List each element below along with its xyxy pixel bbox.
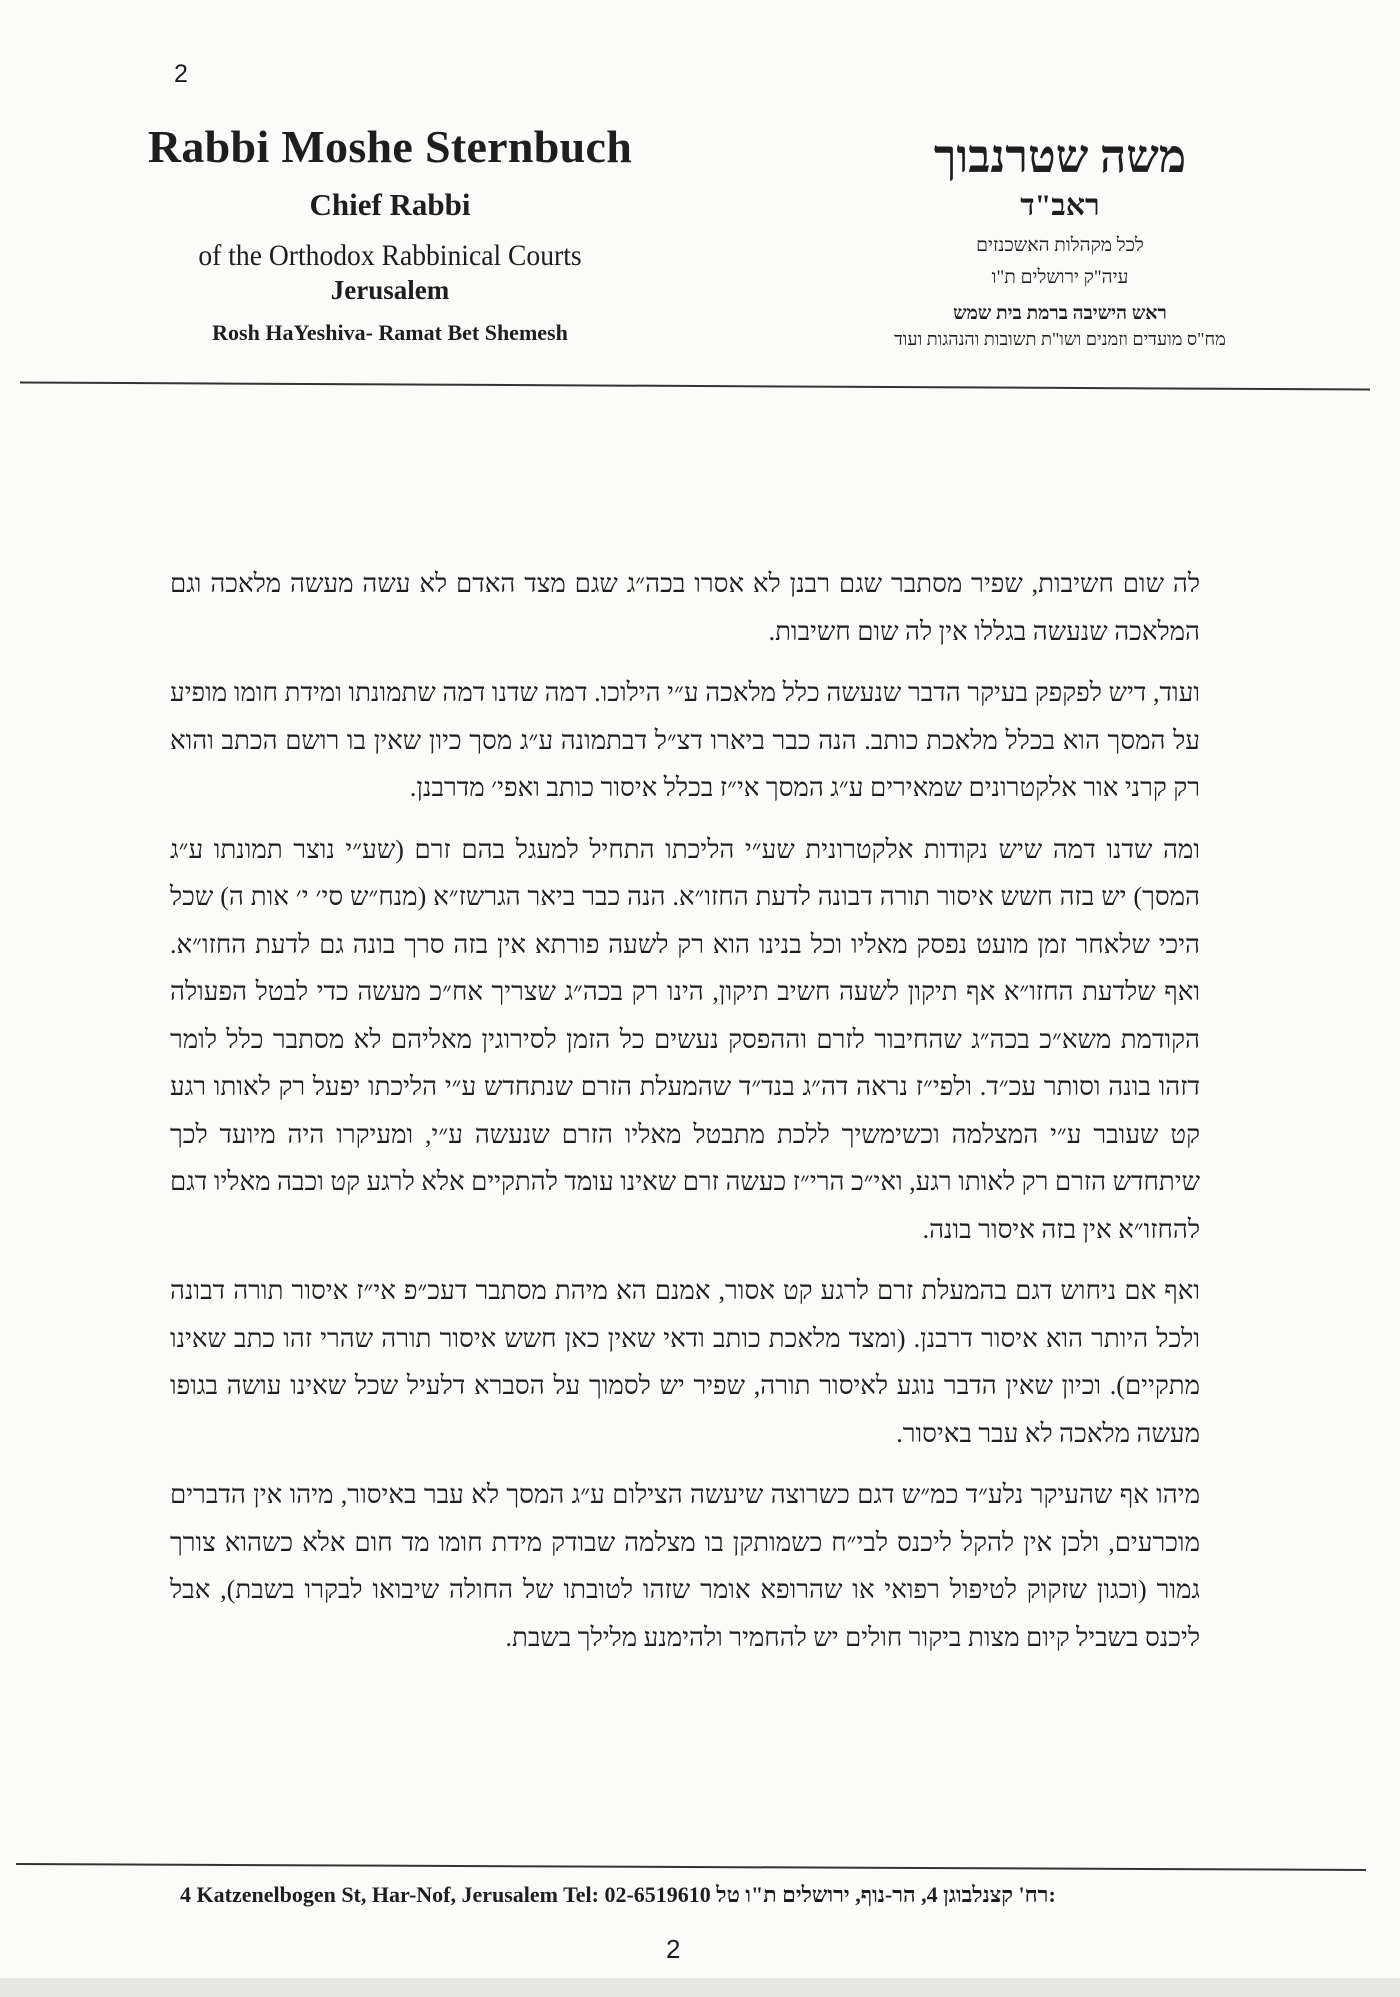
- body-paragraph-1: לה שום חשיבות, שפיר מסתבר שגם רבנן לא אסרו בכה״ג שגם מצד האדם לא עשה מעשה מלאכה וגם המלאכה שנעשה בגללו אין לה שום חשיבות.: [170, 569, 1200, 646]
- scan-edge: [0, 1978, 1400, 1997]
- city-english: Jerusalem: [330, 275, 450, 305]
- rabbi-name-hebrew: משה שטרנבוך: [933, 131, 1187, 182]
- letter-body: [170, 560, 1200, 1675]
- letterhead-english: [110, 120, 670, 346]
- letterhead-hebrew: [820, 130, 1300, 350]
- courts-line-english: of the Orthodox Rabbinical Courts: [198, 239, 582, 272]
- yeshiva-line-english: Rosh HaYeshiva- Ramat Bet Shemesh: [212, 320, 568, 345]
- city-line-hebrew: עיה"ק ירושלים ת"ו: [991, 267, 1129, 288]
- rabbi-name-english: Rabbi Moshe Sternbuch: [147, 121, 633, 172]
- yeshiva-line-hebrew: ראש הישיבה ברמת בית שמש: [953, 303, 1167, 324]
- body-paragraph-2: ועוד, דיש לפקפק בעיקר הדבר שנעשה כלל מלאכה ע״י הילוכו. דמה שדנו דמה שתמונתו ומידת חומו מופיע על המסך הוא בכלל מלאכת כותב. הנה כבר ביארו דצ״ל דבתמונה ע״ג מסך כיון שאין בו רושם הכתב והוא רק קרני אור אלקטרונים שמאירים ע״ג המסך אי״ז בכלל איסור כותב ואפי׳ מדרבנן.: [170, 678, 1200, 802]
- page-number-top: 2: [174, 60, 188, 88]
- rabbi-title-hebrew: ראב"ד: [1020, 189, 1100, 222]
- rabbi-title-english: Chief Rabbi: [309, 187, 471, 222]
- footer-address: 4 Katzenelbogen St, Har-Nof, Jerusalem Tel: 02-6519610 רח' קצנלבוגן 4, הר-נוף, ירושלים ת"ו טל:: [180, 1882, 1056, 1907]
- header-divider: [20, 381, 1370, 390]
- books-line-hebrew: מח"ס מועדים וזמנים ושו"ת תשובות והנהגות ועוד: [894, 329, 1226, 349]
- body-paragraph-3: ומה שדנו דמה שיש נקודות אלקטרונית שע״י הליכתו התחיל למעגל בהם זרם (שע״י נוצר תמונתו ע״ג המסך) יש בזה חשש איסור תורה דבונה לדעת החזו״א. הנה כבר ביאר הגרשז״א (מנח״ש סי׳ י׳ אות ה) שכל היכי שלאחר זמן מועט נפסק מאליו וכל בנינו הוא רק לשעה פורתא אין בזה סרך בונה גם לדעת החזו״א. ואף שלדעת החזו״א אף תיקון לשעה חשיב תיקון, הינו רק בכה״ג שצריך אח״כ מעשה כדי לבטל הפעולה הקודמת משא״כ בכה״ג שהחיבור לזרם וההפסק נעשים כל הזמן לסירוגין מאליהם לא מסתבר כלל לומר דזהו בונה וסותר עכ״ד. ולפי״ז נראה דה״ג בנד״ד שהמעלת הזרם שנתחדש ע״י הליכתו יפעל רק לאותו רגע קט שעובר ע״י המצלמה וכשימשיך ללכת מתבטל מאליו הזרם שנעשה ע״י, ומעיקרו היה מיועד לכך שיתחדש הזרם רק לאותו רגע, ואי״כ הרי״ז כעשה זרם שאינו עומד להתקיים אלא לרגע קט וכבה מאליו דגם להחזו״א אין בזה איסור בונה.: [170, 834, 1200, 1244]
- footer-divider: [16, 1863, 1366, 1871]
- communities-line-hebrew: לכל מקהלות האשכנזים: [976, 235, 1144, 256]
- body-paragraph-5: מיהו אף שהעיקר נלע״ד כמ״ש דגם כשרוצה שיעשה הצילום ע״ג המסך לא עבר באיסור, מיהו אין הדברים מוכרעים, ולכן אין להקל ליכנס לבי״ח כשמותקן בו מצלמה שבודק מידת חומו מד חום אלא כשהוא צורך גמור (וכגון שזקוק לטיפול רפואי או שהרופא אומר שזהו לטובתו של החולה שיבואו לבקרו בשבת), אבל ליכנס בשביל קיום מצות ביקור חולים יש להחמיר ולהימנע מלילך בשבת.: [170, 1480, 1200, 1652]
- page-number-bottom: 2: [666, 1934, 681, 1964]
- body-paragraph-4: ואף אם ניחוש דגם בהמעלת זרם לרגע קט אסור, אמנם הא מיהת מסתבר דעכ״פ אי״ז איסור תורה דבונה ולכל היותר הוא איסור דרבנן. (ומצד מלאכת כותב ודאי שאין כאן חשש איסור תורה שהרי זהו כתב שאינו מתקיים). וכיון שאין הדבר נוגע לאיסור תורה, שפיר יש לסמוך על הסברא דלעיל שכל שאינו עושה בגופו מעשה מלאכה לא עבר באיסור.: [170, 1276, 1200, 1448]
